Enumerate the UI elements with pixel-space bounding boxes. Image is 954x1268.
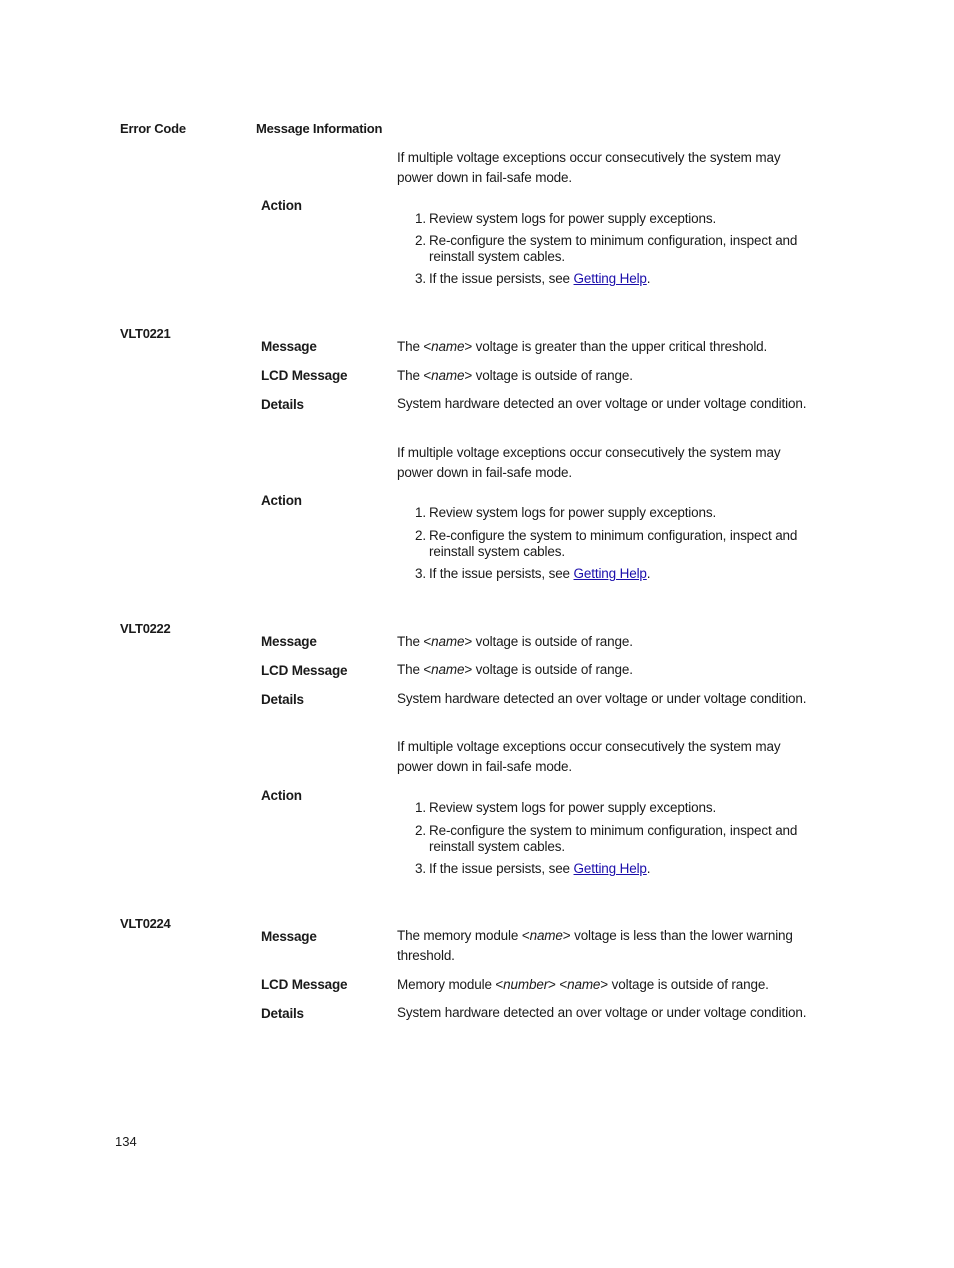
getting-help-link[interactable]: Getting Help bbox=[573, 566, 647, 581]
details-paragraph: System hardware detected an over voltage or under voltage condition. bbox=[397, 691, 807, 706]
message-text: The <name> voltage is outside of range. bbox=[397, 634, 633, 649]
error-code: VLT0221 bbox=[120, 326, 171, 341]
details-label: Details bbox=[261, 1006, 304, 1021]
action-step: 2. Re-configure the system to minimum configuration, inspect and reinstall system cables. bbox=[415, 823, 798, 854]
action-step: 3. If the issue persists, see Getting Help. bbox=[415, 566, 651, 581]
action-label: Action bbox=[261, 493, 302, 508]
lcd-message-label: LCD Message bbox=[261, 663, 348, 678]
action-label: Action bbox=[261, 788, 302, 803]
message-label: Message bbox=[261, 929, 317, 944]
lcd-message-label: LCD Message bbox=[261, 977, 348, 992]
error-code: VLT0222 bbox=[120, 621, 171, 636]
column-header-error-code: Error Code bbox=[120, 121, 186, 136]
action-step: 1. Review system logs for power supply exceptions. bbox=[415, 800, 717, 815]
action-step: 2. Re-configure the system to minimum configuration, inspect and reinstall system cables. bbox=[415, 233, 798, 264]
details-label: Details bbox=[261, 397, 304, 412]
action-step: 1. Review system logs for power supply exceptions. bbox=[415, 211, 717, 226]
action-step: 2. Re-configure the system to minimum configuration, inspect and reinstall system cables. bbox=[415, 528, 798, 559]
details-paragraph: If multiple voltage exceptions occur consecutively the system may power down in fail-safe mode. bbox=[397, 445, 781, 480]
lcd-message-text: The <name> voltage is outside of range. bbox=[397, 368, 633, 383]
message-text: The memory module <name> voltage is less than the lower warning threshold. bbox=[397, 928, 793, 963]
details-label: Details bbox=[261, 692, 304, 707]
lcd-message-text: Memory module <number> <name> voltage is outside of range. bbox=[397, 977, 769, 992]
column-header-message-information: Message Information bbox=[256, 121, 383, 136]
action-label: Action bbox=[261, 198, 302, 213]
getting-help-link[interactable]: Getting Help bbox=[573, 861, 647, 876]
page-number: 134 bbox=[115, 1134, 137, 1149]
details-paragraph: System hardware detected an over voltage or under voltage condition. bbox=[397, 1005, 807, 1020]
lcd-message-text: The <name> voltage is outside of range. bbox=[397, 662, 633, 677]
message-text: The <name> voltage is greater than the upper critical threshold. bbox=[397, 339, 768, 354]
details-paragraph: System hardware detected an over voltage or under voltage condition. bbox=[397, 396, 807, 411]
action-step: 3. If the issue persists, see Getting Help. bbox=[415, 271, 651, 286]
details-paragraph: If multiple voltage exceptions occur consecutively the system may power down in fail-safe mode. bbox=[397, 150, 781, 185]
error-code: VLT0224 bbox=[120, 916, 171, 931]
details-paragraph: If multiple voltage exceptions occur consecutively the system may power down in fail-safe mode. bbox=[397, 739, 781, 774]
action-step: 3. If the issue persists, see Getting Help. bbox=[415, 861, 651, 876]
getting-help-link[interactable]: Getting Help bbox=[573, 271, 647, 286]
message-label: Message bbox=[261, 634, 317, 649]
message-label: Message bbox=[261, 339, 317, 354]
action-step: 1. Review system logs for power supply exceptions. bbox=[415, 505, 717, 520]
lcd-message-label: LCD Message bbox=[261, 368, 348, 383]
